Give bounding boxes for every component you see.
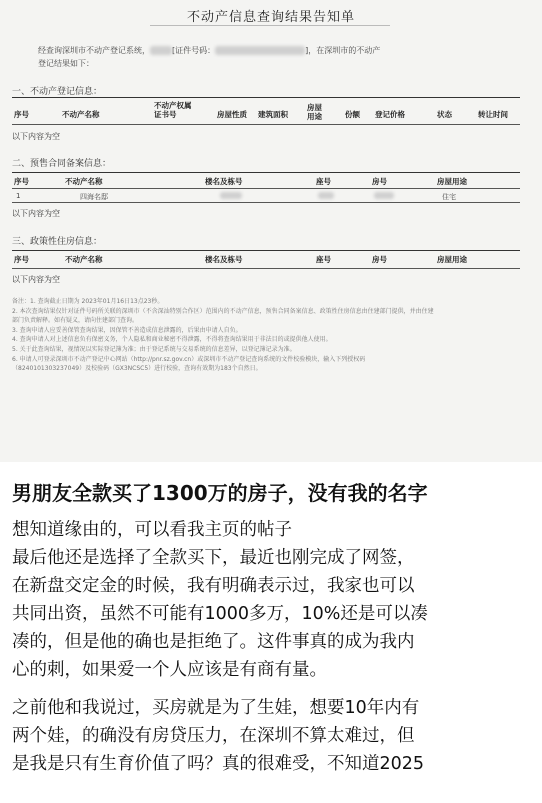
header-cell: 登记价格: [375, 110, 405, 119]
section-title-registration: 一、不动产登记信息：: [12, 87, 103, 97]
post-article: [12, 478, 532, 778]
paragraph-line: 是我是只有生育价值了吗？真的很难受，不知道2025: [12, 754, 425, 774]
document-title: 不动产信息查询结果告知单: [186, 10, 355, 25]
note-line: 5. 关于此查询结果，视情况以实际登记簿为准；由于登记系统与交易系统的信息差异，以登记簿记录为准。: [12, 345, 296, 353]
paragraph-line: 之前他和我说过，买房就是为了生娃，想要10年内有: [12, 698, 420, 718]
document-intro: [38, 44, 508, 70]
row-number: 1: [16, 192, 21, 200]
paragraph-line: 凑的，但是他的确也是拒绝了。这件事真的成为我内: [12, 632, 415, 652]
paragraph-line: 想知道缘由的，可以看我主页的帖子: [12, 520, 292, 540]
header-cell: 房屋用途: [437, 255, 467, 264]
empty-note: 以下内容为空: [12, 209, 60, 218]
header-cell: 序号: [14, 255, 29, 264]
empty-note: 以下内容为空: [12, 132, 60, 141]
header-cell: 房屋用途: [307, 103, 322, 121]
note-line: 3. 查询申请人应妥善保管查询结果，因保管不善造成信息泄露的，后果由申请人自负。: [12, 326, 242, 334]
table-rule: [12, 250, 520, 251]
paragraph-line: 心的刺，如果爱一个人应该是有商有量。: [12, 660, 327, 680]
empty-note: 以下内容为空: [12, 275, 60, 284]
table-rule: [12, 268, 520, 269]
table-rule: [12, 97, 520, 98]
header-cell: 楼名及栋号: [205, 255, 243, 264]
header-cell: 楼名及栋号: [205, 177, 243, 186]
note-line: 4. 查询申请人对上述信息负有保密义务，个人隐私和商业秘密不得泄露，不得将查询结果用于非法目的或提供他人使用。: [12, 336, 332, 344]
property-name: 四海名邸: [80, 193, 108, 201]
header-cell: 房号: [372, 177, 387, 186]
redacted-seat: [318, 192, 334, 199]
section-title-presale: 二、预售合同备案信息：: [12, 159, 112, 169]
header-cell: 房屋性质: [217, 110, 247, 119]
header-cell: 座号: [316, 255, 331, 264]
header-cell: 转让时间: [478, 110, 508, 119]
property-usage: 住宅: [442, 193, 456, 201]
table-rule: [12, 172, 520, 173]
note-line: 2. 本次查询结果仅针对证件号码所关联的深圳市（不含深汕特别合作区）范围内的不动产信息，预售合同备案信息、政策性住房信息由住建部门提供，并由住建: [12, 307, 434, 315]
paragraph-line: 共同出资，虽然不可能有1000多万，10%还是可以凑: [12, 604, 428, 624]
table-rule: [12, 202, 520, 203]
header-cell: 房屋用途: [437, 177, 467, 186]
header-cell: 座号: [316, 177, 331, 186]
post-headline: 男朋友全款买了1300万的房子，没有我的名字: [12, 481, 428, 505]
intro-line2: 登记结果如下：: [38, 59, 94, 68]
note-line: 6. 申请人可登录深圳市不动产登记中心网站（http://pnr.sz.gov.cn）或深圳市不动产登记查询系统的文件校验模块，输入下列授权码: [12, 355, 366, 363]
document-notes: [12, 297, 522, 374]
table-rule: [12, 124, 520, 125]
paragraph-line: 最后他还是选择了全款买下，最近也刚完成了网签，: [12, 548, 415, 568]
paragraph-gap: [12, 684, 532, 694]
redacted-id: [215, 46, 305, 55]
intro-prefix: 经查询深圳市不动产登记系统，: [38, 46, 150, 55]
table-rule: [12, 188, 520, 189]
header-cell: 房号: [372, 255, 387, 264]
header-cell: 不动产名称: [62, 110, 100, 119]
section-title-policy-housing: 三、政策性住房信息：: [12, 237, 103, 247]
header-cell: 建筑面积: [258, 110, 288, 119]
header-cell: 状态: [437, 110, 452, 119]
note-line: 部门负责解释。如有疑义，请向住建部门查询。: [12, 317, 139, 325]
header-cell: 序号: [14, 177, 29, 186]
intro-id-label: [证件号码：: [172, 46, 216, 55]
header-cell: 不动产权属证书号: [154, 101, 192, 119]
header-cell: 不动产名称: [65, 255, 103, 264]
note-line: （8240101303237049）及校验码（GX3NCSC5）进行校验，查询有效期为183个自然日。: [12, 365, 262, 373]
header-cell: 份额: [345, 110, 360, 119]
note-line: 备注：1. 查询截止日期为 2023年01月16日13点23秒。: [12, 298, 164, 305]
redacted-name: [150, 46, 172, 55]
redacted-room: [374, 192, 394, 199]
paragraph-line: 两个娃，的确没有房贷压力，在深圳不算太难过，但: [12, 726, 415, 746]
paragraph-line: 在新盘交定金的时候，我有明确表示过，我家也可以: [12, 576, 415, 596]
intro-suffix: ]，在深圳市的不动产: [305, 46, 381, 55]
title-underline: [150, 25, 390, 26]
header-cell: 不动产名称: [65, 177, 103, 186]
header-cell: 序号: [14, 110, 29, 119]
redacted-building: [220, 192, 242, 199]
